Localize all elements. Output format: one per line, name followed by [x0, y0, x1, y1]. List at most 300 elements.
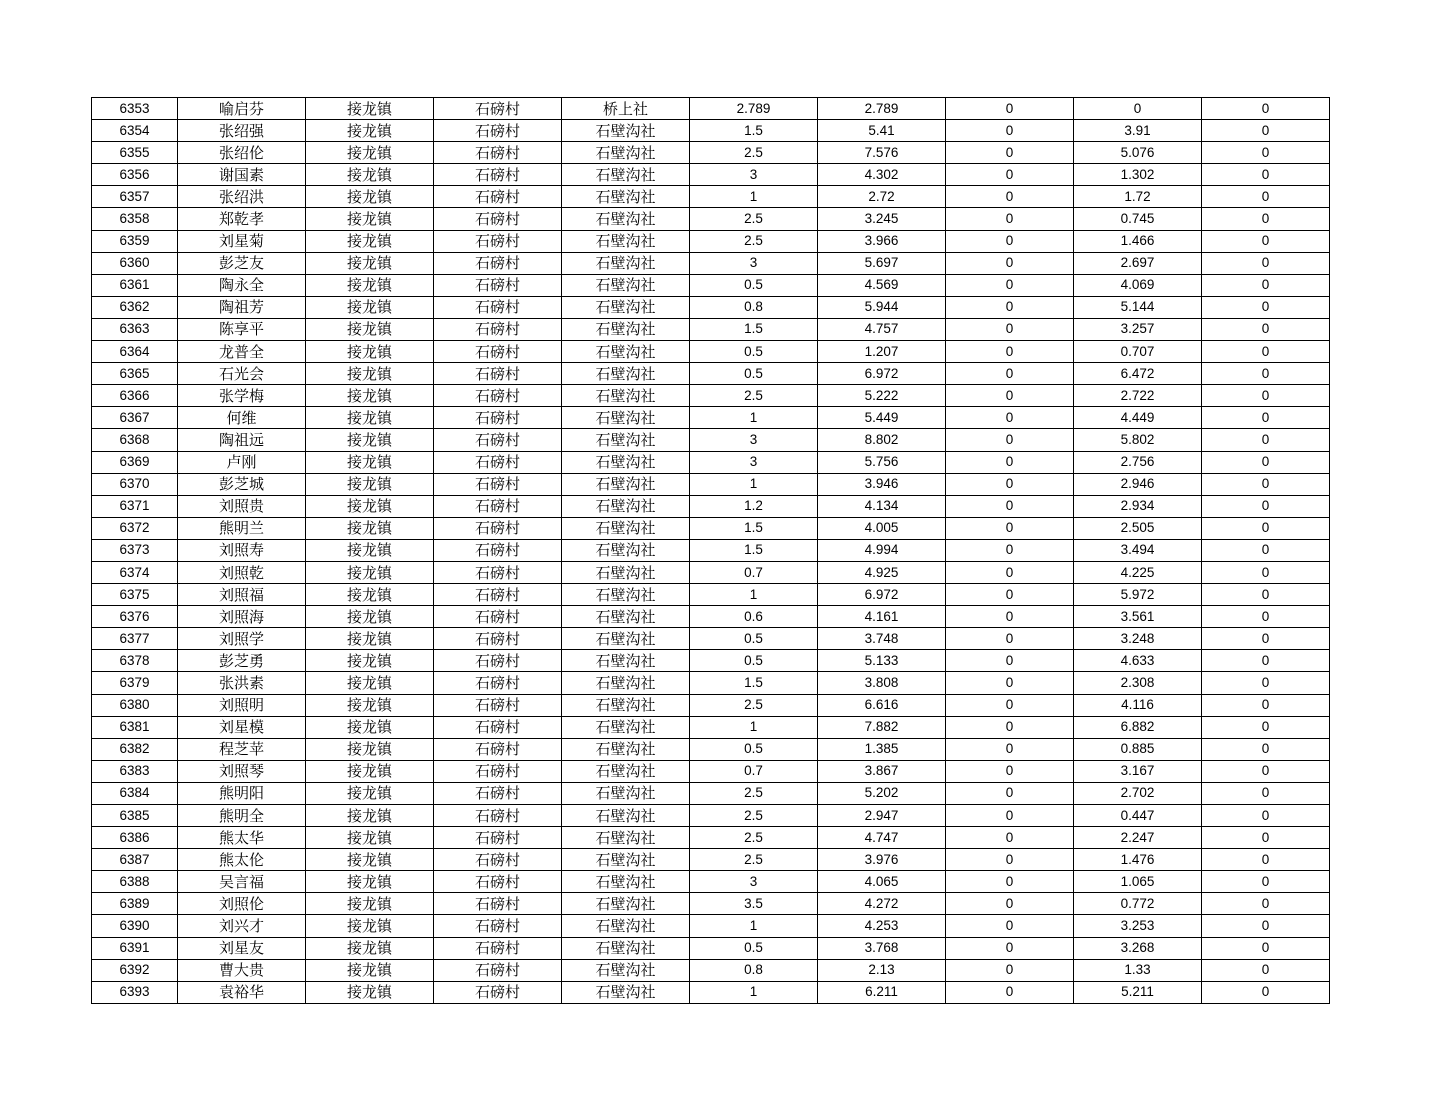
cell-value-d: 4.449	[1074, 407, 1202, 429]
cell-group: 石壁沟社	[562, 517, 690, 539]
cell-value-b: 3.867	[818, 760, 946, 782]
cell-value-e: 0	[1202, 893, 1330, 915]
table-row	[92, 694, 1330, 716]
cell-value-e: 0	[1202, 208, 1330, 230]
table-row	[92, 672, 1330, 694]
table-row	[92, 561, 1330, 583]
cell-town: 接龙镇	[306, 584, 434, 606]
cell-person-name: 袁裕华	[178, 981, 306, 1003]
cell-value-b: 5.756	[818, 451, 946, 473]
cell-value-a: 3	[690, 871, 818, 893]
cell-village: 石磅村	[434, 650, 562, 672]
cell-value-a: 2.5	[690, 805, 818, 827]
cell-value-c: 0	[946, 606, 1074, 628]
cell-value-a: 0.8	[690, 296, 818, 318]
cell-person-name: 卢刚	[178, 451, 306, 473]
table-row	[92, 849, 1330, 871]
cell-value-b: 4.272	[818, 893, 946, 915]
cell-village: 石磅村	[434, 672, 562, 694]
cell-group: 石壁沟社	[562, 849, 690, 871]
cell-village: 石磅村	[434, 561, 562, 583]
cell-town: 接龙镇	[306, 694, 434, 716]
table-row	[92, 827, 1330, 849]
cell-value-b: 6.616	[818, 694, 946, 716]
cell-value-d: 1.72	[1074, 186, 1202, 208]
cell-town: 接龙镇	[306, 672, 434, 694]
table-row	[92, 937, 1330, 959]
cell-value-d: 3.91	[1074, 120, 1202, 142]
cell-value-e: 0	[1202, 606, 1330, 628]
cell-person-name: 熊明阳	[178, 782, 306, 804]
cell-value-c: 0	[946, 672, 1074, 694]
cell-value-b: 4.757	[818, 318, 946, 340]
cell-village: 石磅村	[434, 981, 562, 1003]
cell-value-c: 0	[946, 318, 1074, 340]
cell-value-a: 0.5	[690, 628, 818, 650]
cell-value-c: 0	[946, 407, 1074, 429]
cell-value-a: 1	[690, 473, 818, 495]
cell-value-e: 0	[1202, 915, 1330, 937]
cell-person-name: 张绍伦	[178, 142, 306, 164]
cell-value-a: 2.5	[690, 849, 818, 871]
cell-value-c: 0	[946, 716, 1074, 738]
cell-person-name: 熊明兰	[178, 517, 306, 539]
table-row	[92, 407, 1330, 429]
cell-value-c: 0	[946, 451, 1074, 473]
cell-value-d: 2.946	[1074, 473, 1202, 495]
cell-group: 石壁沟社	[562, 584, 690, 606]
cell-group: 石壁沟社	[562, 274, 690, 296]
cell-row-id: 6371	[92, 495, 178, 517]
cell-town: 接龙镇	[306, 827, 434, 849]
cell-row-id: 6361	[92, 274, 178, 296]
cell-person-name: 喻启芬	[178, 98, 306, 120]
cell-row-id: 6386	[92, 827, 178, 849]
table-row	[92, 871, 1330, 893]
cell-value-c: 0	[946, 142, 1074, 164]
cell-village: 石磅村	[434, 827, 562, 849]
cell-person-name: 刘照琴	[178, 760, 306, 782]
cell-person-name: 刘照贵	[178, 495, 306, 517]
table-row	[92, 517, 1330, 539]
cell-value-c: 0	[946, 429, 1074, 451]
table-row	[92, 782, 1330, 804]
cell-row-id: 6362	[92, 296, 178, 318]
cell-value-d: 1.33	[1074, 959, 1202, 981]
cell-value-c: 0	[946, 561, 1074, 583]
table-row	[92, 429, 1330, 451]
cell-person-name: 刘星友	[178, 937, 306, 959]
table-row	[92, 539, 1330, 561]
cell-value-c: 0	[946, 274, 1074, 296]
cell-group: 石壁沟社	[562, 230, 690, 252]
cell-value-c: 0	[946, 584, 1074, 606]
cell-value-a: 2.789	[690, 98, 818, 120]
cell-village: 石磅村	[434, 318, 562, 340]
cell-value-b: 5.449	[818, 407, 946, 429]
cell-village: 石磅村	[434, 274, 562, 296]
cell-value-d: 1.065	[1074, 871, 1202, 893]
cell-value-d: 3.494	[1074, 539, 1202, 561]
cell-value-c: 0	[946, 959, 1074, 981]
cell-person-name: 郑乾孝	[178, 208, 306, 230]
cell-value-d: 4.069	[1074, 274, 1202, 296]
cell-village: 石磅村	[434, 805, 562, 827]
cell-value-e: 0	[1202, 672, 1330, 694]
cell-value-c: 0	[946, 650, 1074, 672]
cell-value-e: 0	[1202, 385, 1330, 407]
cell-value-a: 1	[690, 407, 818, 429]
cell-row-id: 6364	[92, 341, 178, 363]
cell-value-b: 3.946	[818, 473, 946, 495]
cell-town: 接龙镇	[306, 805, 434, 827]
cell-value-e: 0	[1202, 186, 1330, 208]
cell-village: 石磅村	[434, 296, 562, 318]
cell-value-b: 3.976	[818, 849, 946, 871]
cell-value-d: 2.505	[1074, 517, 1202, 539]
cell-value-c: 0	[946, 915, 1074, 937]
cell-town: 接龙镇	[306, 871, 434, 893]
cell-value-d: 3.253	[1074, 915, 1202, 937]
cell-person-name: 龙普全	[178, 341, 306, 363]
cell-value-e: 0	[1202, 959, 1330, 981]
cell-town: 接龙镇	[306, 274, 434, 296]
cell-value-e: 0	[1202, 849, 1330, 871]
cell-row-id: 6383	[92, 760, 178, 782]
cell-value-a: 0.5	[690, 650, 818, 672]
table-row	[92, 274, 1330, 296]
cell-value-a: 0.5	[690, 738, 818, 760]
cell-village: 石磅村	[434, 782, 562, 804]
cell-value-b: 7.882	[818, 716, 946, 738]
cell-town: 接龙镇	[306, 716, 434, 738]
cell-value-b: 4.925	[818, 561, 946, 583]
cell-row-id: 6391	[92, 937, 178, 959]
cell-value-a: 1.5	[690, 318, 818, 340]
cell-value-c: 0	[946, 738, 1074, 760]
cell-row-id: 6367	[92, 407, 178, 429]
cell-value-e: 0	[1202, 738, 1330, 760]
cell-value-c: 0	[946, 871, 1074, 893]
cell-value-d: 1.302	[1074, 164, 1202, 186]
cell-town: 接龙镇	[306, 164, 434, 186]
cell-group: 石壁沟社	[562, 363, 690, 385]
cell-value-b: 7.576	[818, 142, 946, 164]
cell-group: 石壁沟社	[562, 341, 690, 363]
cell-value-e: 0	[1202, 429, 1330, 451]
cell-value-a: 2.5	[690, 827, 818, 849]
cell-town: 接龙镇	[306, 142, 434, 164]
cell-town: 接龙镇	[306, 451, 434, 473]
cell-person-name: 何维	[178, 407, 306, 429]
cell-village: 石磅村	[434, 429, 562, 451]
cell-value-e: 0	[1202, 98, 1330, 120]
cell-village: 石磅村	[434, 871, 562, 893]
cell-value-e: 0	[1202, 230, 1330, 252]
cell-row-id: 6354	[92, 120, 178, 142]
cell-person-name: 陶永全	[178, 274, 306, 296]
cell-row-id: 6393	[92, 981, 178, 1003]
cell-value-b: 1.385	[818, 738, 946, 760]
cell-value-d: 6.882	[1074, 716, 1202, 738]
cell-value-c: 0	[946, 252, 1074, 274]
cell-value-e: 0	[1202, 827, 1330, 849]
cell-row-id: 6368	[92, 429, 178, 451]
cell-person-name: 熊太华	[178, 827, 306, 849]
cell-value-a: 3	[690, 164, 818, 186]
table-row	[92, 208, 1330, 230]
cell-town: 接龙镇	[306, 120, 434, 142]
cell-person-name: 刘星菊	[178, 230, 306, 252]
cell-row-id: 6370	[92, 473, 178, 495]
table-row	[92, 915, 1330, 937]
cell-person-name: 彭芝友	[178, 252, 306, 274]
cell-value-d: 2.722	[1074, 385, 1202, 407]
cell-value-a: 1	[690, 915, 818, 937]
cell-value-d: 0.707	[1074, 341, 1202, 363]
cell-value-b: 6.972	[818, 363, 946, 385]
cell-value-e: 0	[1202, 539, 1330, 561]
cell-row-id: 6359	[92, 230, 178, 252]
cell-value-b: 2.72	[818, 186, 946, 208]
cell-group: 石壁沟社	[562, 959, 690, 981]
cell-town: 接龙镇	[306, 341, 434, 363]
table-row	[92, 252, 1330, 274]
cell-value-d: 5.972	[1074, 584, 1202, 606]
cell-row-id: 6385	[92, 805, 178, 827]
cell-value-b: 1.207	[818, 341, 946, 363]
cell-group: 石壁沟社	[562, 296, 690, 318]
cell-row-id: 6384	[92, 782, 178, 804]
cell-village: 石磅村	[434, 363, 562, 385]
cell-person-name: 刘照寿	[178, 539, 306, 561]
cell-value-d: 3.167	[1074, 760, 1202, 782]
cell-village: 石磅村	[434, 451, 562, 473]
cell-village: 石磅村	[434, 584, 562, 606]
cell-value-c: 0	[946, 517, 1074, 539]
cell-town: 接龙镇	[306, 760, 434, 782]
cell-value-a: 1.2	[690, 495, 818, 517]
cell-value-b: 3.748	[818, 628, 946, 650]
cell-value-b: 3.245	[818, 208, 946, 230]
cell-value-d: 5.076	[1074, 142, 1202, 164]
cell-row-id: 6356	[92, 164, 178, 186]
cell-value-e: 0	[1202, 164, 1330, 186]
cell-value-c: 0	[946, 296, 1074, 318]
cell-group: 石壁沟社	[562, 937, 690, 959]
cell-person-name: 刘照伦	[178, 893, 306, 915]
cell-value-d: 4.116	[1074, 694, 1202, 716]
cell-person-name: 刘照学	[178, 628, 306, 650]
cell-value-a: 1.5	[690, 517, 818, 539]
cell-value-d: 0.885	[1074, 738, 1202, 760]
table-row	[92, 495, 1330, 517]
cell-value-c: 0	[946, 628, 1074, 650]
cell-value-b: 5.202	[818, 782, 946, 804]
table-row	[92, 981, 1330, 1003]
cell-value-b: 4.065	[818, 871, 946, 893]
cell-village: 石磅村	[434, 473, 562, 495]
cell-value-a: 0.5	[690, 363, 818, 385]
cell-value-b: 2.13	[818, 959, 946, 981]
cell-value-e: 0	[1202, 363, 1330, 385]
cell-value-a: 3	[690, 451, 818, 473]
table-row	[92, 893, 1330, 915]
cell-village: 石磅村	[434, 407, 562, 429]
cell-value-a: 1.5	[690, 539, 818, 561]
cell-value-c: 0	[946, 98, 1074, 120]
cell-value-c: 0	[946, 341, 1074, 363]
cell-value-e: 0	[1202, 120, 1330, 142]
cell-group: 石壁沟社	[562, 672, 690, 694]
cell-value-b: 4.134	[818, 495, 946, 517]
cell-row-id: 6377	[92, 628, 178, 650]
cell-person-name: 张绍强	[178, 120, 306, 142]
cell-group: 石壁沟社	[562, 208, 690, 230]
cell-group: 石壁沟社	[562, 981, 690, 1003]
cell-value-d: 5.211	[1074, 981, 1202, 1003]
cell-value-c: 0	[946, 827, 1074, 849]
cell-row-id: 6392	[92, 959, 178, 981]
cell-group: 石壁沟社	[562, 318, 690, 340]
table-row	[92, 186, 1330, 208]
cell-value-d: 2.308	[1074, 672, 1202, 694]
cell-town: 接龙镇	[306, 782, 434, 804]
cell-value-e: 0	[1202, 760, 1330, 782]
cell-row-id: 6387	[92, 849, 178, 871]
cell-value-a: 1	[690, 716, 818, 738]
cell-village: 石磅村	[434, 164, 562, 186]
cell-value-c: 0	[946, 164, 1074, 186]
cell-row-id: 6365	[92, 363, 178, 385]
cell-village: 石磅村	[434, 716, 562, 738]
cell-village: 石磅村	[434, 606, 562, 628]
cell-value-d: 5.144	[1074, 296, 1202, 318]
table-body	[92, 98, 1330, 1004]
cell-town: 接龙镇	[306, 915, 434, 937]
table-row	[92, 385, 1330, 407]
cell-value-e: 0	[1202, 274, 1330, 296]
cell-value-c: 0	[946, 363, 1074, 385]
cell-value-b: 2.947	[818, 805, 946, 827]
cell-value-a: 1.5	[690, 120, 818, 142]
cell-town: 接龙镇	[306, 230, 434, 252]
cell-group: 石壁沟社	[562, 871, 690, 893]
cell-value-a: 2.5	[690, 694, 818, 716]
cell-town: 接龙镇	[306, 296, 434, 318]
cell-group: 石壁沟社	[562, 716, 690, 738]
cell-value-d: 2.934	[1074, 495, 1202, 517]
cell-town: 接龙镇	[306, 650, 434, 672]
cell-person-name: 彭芝城	[178, 473, 306, 495]
cell-value-c: 0	[946, 849, 1074, 871]
cell-value-d: 0.447	[1074, 805, 1202, 827]
cell-value-e: 0	[1202, 716, 1330, 738]
cell-group: 桥上社	[562, 98, 690, 120]
cell-value-c: 0	[946, 760, 1074, 782]
cell-village: 石磅村	[434, 341, 562, 363]
cell-value-c: 0	[946, 385, 1074, 407]
cell-person-name: 吴言福	[178, 871, 306, 893]
cell-value-e: 0	[1202, 805, 1330, 827]
cell-row-id: 6382	[92, 738, 178, 760]
cell-value-b: 4.569	[818, 274, 946, 296]
cell-person-name: 张洪素	[178, 672, 306, 694]
cell-value-e: 0	[1202, 628, 1330, 650]
cell-value-e: 0	[1202, 937, 1330, 959]
cell-value-d: 5.802	[1074, 429, 1202, 451]
table-row	[92, 650, 1330, 672]
cell-value-c: 0	[946, 186, 1074, 208]
cell-value-e: 0	[1202, 407, 1330, 429]
cell-value-a: 2.5	[690, 208, 818, 230]
table-row	[92, 628, 1330, 650]
cell-row-id: 6376	[92, 606, 178, 628]
table-row	[92, 98, 1330, 120]
cell-town: 接龙镇	[306, 959, 434, 981]
cell-group: 石壁沟社	[562, 782, 690, 804]
table-row	[92, 142, 1330, 164]
cell-person-name: 程芝苹	[178, 738, 306, 760]
table-row	[92, 363, 1330, 385]
cell-value-c: 0	[946, 893, 1074, 915]
cell-row-id: 6390	[92, 915, 178, 937]
cell-value-a: 0.6	[690, 606, 818, 628]
cell-group: 石壁沟社	[562, 120, 690, 142]
cell-value-b: 4.161	[818, 606, 946, 628]
cell-village: 石磅村	[434, 385, 562, 407]
cell-group: 石壁沟社	[562, 760, 690, 782]
cell-row-id: 6360	[92, 252, 178, 274]
table-row	[92, 584, 1330, 606]
cell-value-b: 4.302	[818, 164, 946, 186]
cell-value-b: 8.802	[818, 429, 946, 451]
cell-row-id: 6366	[92, 385, 178, 407]
cell-value-b: 3.966	[818, 230, 946, 252]
cell-town: 接龙镇	[306, 186, 434, 208]
cell-row-id: 6369	[92, 451, 178, 473]
cell-value-d: 3.561	[1074, 606, 1202, 628]
cell-group: 石壁沟社	[562, 451, 690, 473]
cell-value-a: 2.5	[690, 782, 818, 804]
cell-group: 石壁沟社	[562, 915, 690, 937]
cell-value-b: 5.944	[818, 296, 946, 318]
cell-person-name: 刘照明	[178, 694, 306, 716]
cell-value-c: 0	[946, 208, 1074, 230]
cell-person-name: 刘照福	[178, 584, 306, 606]
cell-village: 石磅村	[434, 495, 562, 517]
cell-town: 接龙镇	[306, 208, 434, 230]
table-row	[92, 760, 1330, 782]
cell-value-b: 3.768	[818, 937, 946, 959]
cell-group: 石壁沟社	[562, 164, 690, 186]
cell-value-e: 0	[1202, 473, 1330, 495]
cell-group: 石壁沟社	[562, 252, 690, 274]
cell-value-a: 1.5	[690, 672, 818, 694]
cell-group: 石壁沟社	[562, 495, 690, 517]
cell-value-e: 0	[1202, 341, 1330, 363]
table-row	[92, 959, 1330, 981]
cell-village: 石磅村	[434, 628, 562, 650]
cell-value-c: 0	[946, 981, 1074, 1003]
cell-value-a: 0.5	[690, 274, 818, 296]
cell-value-e: 0	[1202, 517, 1330, 539]
table-row	[92, 451, 1330, 473]
cell-value-d: 2.247	[1074, 827, 1202, 849]
cell-value-a: 2.5	[690, 142, 818, 164]
cell-value-d: 4.225	[1074, 561, 1202, 583]
cell-village: 石磅村	[434, 120, 562, 142]
